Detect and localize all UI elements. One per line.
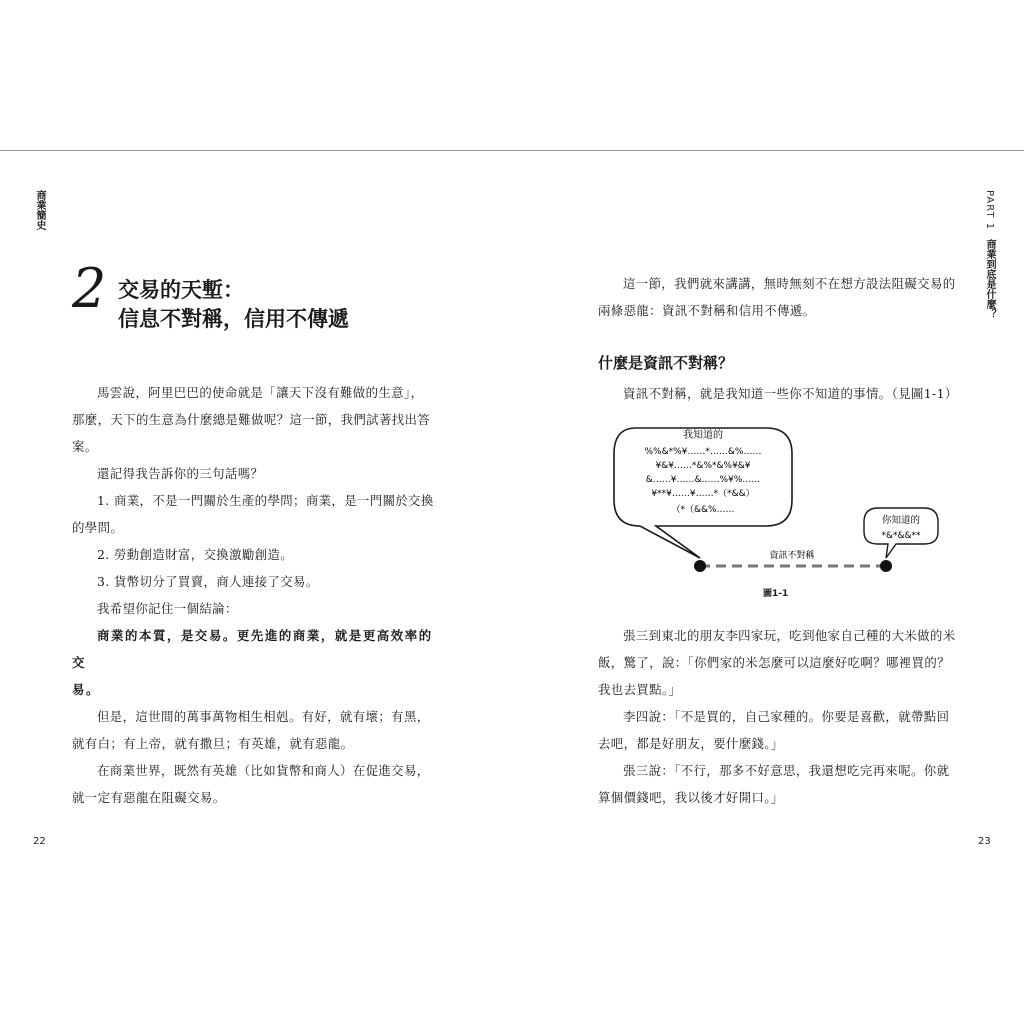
- paragraph-line: 張三到東北的朋友李四家玩，吃到他家自己種的大米做的米: [623, 628, 956, 643]
- right-running-title: 商業到底是什麼？: [984, 239, 995, 320]
- paragraph-line: 算個價錢吧，我以後才好開口。」: [598, 790, 784, 805]
- chapter-title: [118, 275, 349, 333]
- paragraph-line: 3. 貨幣切分了買賣，商人連接了交易。: [97, 574, 319, 589]
- chapter-title-line-1: 交易的天塹：: [118, 277, 244, 302]
- big-bubble-line: &……¥……&……%¥%……: [645, 475, 761, 485]
- emphasis-line: 商業的本質，是交易。更先進的商業，就是更高效率的交: [72, 628, 433, 670]
- paragraph-line: 馬雲說，阿里巴巴的使命就是「讓天下沒有難做的生意」，: [97, 385, 424, 400]
- definition-line: 資訊不對稱，就是我知道一些你不知道的事情。（見圖1-1）: [623, 386, 958, 401]
- left-running-title: 商業簡史: [34, 190, 45, 230]
- paragraph-line: 我也去買點。」: [598, 682, 682, 697]
- paragraph-line: 兩條惡龍：資訊不對稱和信用不傳遞。: [598, 303, 816, 318]
- paragraph-line: 我希望你記住一個結論：: [97, 601, 238, 616]
- big-bubble-line: ¥**¥……¥……*（*&&）: [651, 489, 755, 499]
- paragraph-line: 那麼，天下的生意為什麼總是難做呢？這一節，我們試著找出答: [72, 412, 431, 427]
- paragraph-line: 還記得我告訴你的三句話嗎？: [97, 466, 264, 481]
- right-page-number: 23: [978, 836, 991, 847]
- left-node: [694, 560, 706, 572]
- paragraph-line: 就一定有惡龍在阻礙交易。: [72, 790, 226, 805]
- paragraph-line: 案。: [72, 439, 98, 454]
- section-heading: 什麼是資訊不對稱？: [598, 354, 734, 372]
- left-body-block-2: [72, 703, 442, 811]
- small-bubble-line: *&*&&**: [881, 531, 921, 541]
- left-page-number: 22: [33, 836, 46, 847]
- connector-label: 資訊不對稱: [769, 551, 815, 561]
- small-bubble-title: 你知道的: [881, 515, 921, 526]
- definition-block: [598, 380, 968, 407]
- big-bubble-line: （*（&&%……: [671, 505, 735, 515]
- paragraph-line: 但是，這世間的萬事萬物相生相剋。有好，就有壞；有黑，: [97, 709, 430, 724]
- paragraph-line: 的學問。: [72, 520, 124, 535]
- emphasis-line: 易。: [72, 682, 100, 697]
- paragraph-line: 張三說：「不行，那多不好意思，我還想吃完再來呢。你就: [623, 763, 950, 778]
- left-body-block-1: [72, 379, 442, 703]
- right-intro-block: [598, 270, 968, 324]
- paragraph-line: 飯，驚了，說：「你們家的米怎麼可以這麼好吃啊？哪裡買的？: [598, 655, 950, 670]
- paragraph-line: 2. 勞動創造財富，交換激勵創造。: [97, 547, 294, 562]
- figure-information-asymmetry: [596, 420, 976, 610]
- top-divider: [0, 150, 1024, 151]
- paragraph-line: 就有白；有上帝，就有撒旦；有英雄，就有惡龍。: [72, 736, 354, 751]
- right-running-header: [979, 190, 995, 319]
- chapter-number: 2: [72, 257, 107, 320]
- paragraph-line: 去吧，都是好朋友，要什麼錢。」: [598, 736, 784, 751]
- part-label: PART 1: [984, 190, 995, 231]
- figure-caption: 圖1-1: [763, 589, 789, 599]
- paragraph-line: 在商業世界，既然有英雄（比如貨幣和商人）在促進交易，: [97, 763, 430, 778]
- big-bubble-line: %%&*%¥……*……&%……: [644, 447, 762, 457]
- paragraph-line: 1. 商業，不是一門關於生產的學問；商業，是一門關於交換: [97, 493, 434, 508]
- chapter-title-line-2: 信息不對稱，信用不傳遞: [118, 306, 349, 331]
- paragraph-line: 這一節，我們就來講講，無時無刻不在想方設法阻礙交易的: [623, 276, 956, 291]
- right-node: [880, 560, 892, 572]
- big-bubble-line: ¥&¥……*&%*&%¥&¥: [655, 461, 751, 471]
- paragraph-line: 李四說：「不是買的，自己家種的。你要是喜歡，就帶點回: [623, 709, 950, 724]
- story-block: [598, 622, 968, 811]
- big-bubble-title: 我知道的: [683, 430, 723, 441]
